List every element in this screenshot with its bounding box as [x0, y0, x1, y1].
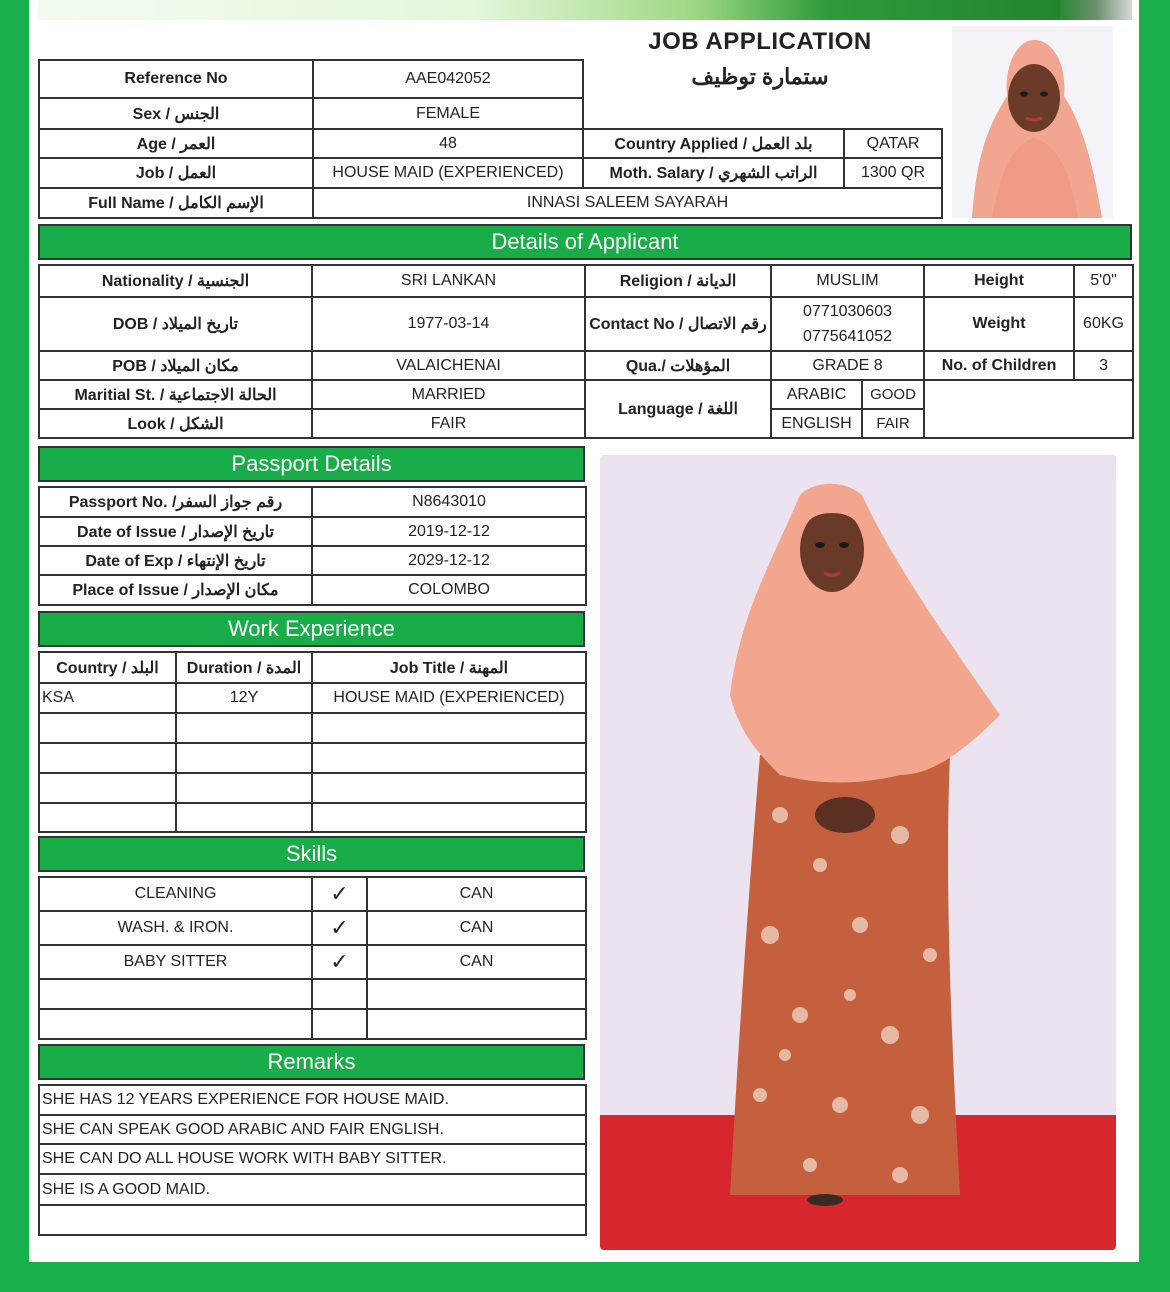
salary-value: 1300 QR	[844, 158, 942, 188]
issue-date-value: 2019-12-12	[312, 517, 586, 546]
language-2: ENGLISH	[771, 409, 862, 438]
ref-label: Reference No	[39, 60, 313, 98]
children-label: No. of Children	[924, 351, 1074, 380]
remark-line: SHE HAS 12 YEARS EXPERIENCE FOR HOUSE MAID.	[39, 1085, 586, 1115]
remark-line: SHE CAN SPEAK GOOD ARABIC AND FAIR ENGLISH.	[39, 1115, 586, 1144]
check-icon: ✓	[312, 945, 367, 979]
exp-job-title: HOUSE MAID (EXPERIENCED)	[312, 683, 586, 713]
nationality-value: SRI LANKAN	[312, 265, 585, 297]
look-label: Look / الشكل	[39, 409, 312, 438]
weight-label: Weight	[924, 297, 1074, 351]
table-row	[39, 979, 586, 1009]
children-value: 3	[1074, 351, 1133, 380]
religion-value: MUSLIM	[771, 265, 924, 297]
salary-label: Moth. Salary / الراتب الشهري	[583, 158, 844, 188]
contact-number-2: 0775641052	[803, 328, 892, 345]
contact-label: Contact No / رقم الاتصال	[585, 297, 771, 351]
table-row	[39, 743, 586, 773]
dob-value: 1977-03-14	[312, 297, 585, 351]
ref-value: AAE042052	[313, 60, 583, 98]
experience-table	[38, 651, 587, 833]
table-row	[39, 803, 586, 832]
height-label: Height	[924, 265, 1074, 297]
skill-status: CAN	[367, 911, 586, 945]
age-value: 48	[313, 129, 583, 158]
table-row	[39, 1009, 586, 1039]
look-value: FAIR	[312, 409, 585, 438]
qualification-label: Qua./ المؤهلات	[585, 351, 771, 380]
col-country: Country / البلد	[39, 652, 176, 683]
issue-place-label: Place of Issue / مكان الإصدار	[39, 575, 312, 605]
remarks-table	[38, 1084, 587, 1236]
form-title: JOB APPLICATION	[648, 28, 872, 55]
skills-heading: Skills	[38, 836, 585, 872]
weight-value: 60KG	[1074, 297, 1133, 351]
language-1: ARABIC	[771, 380, 862, 409]
col-duration: Duration / المدة	[176, 652, 312, 683]
expiry-date-value: 2029-12-12	[312, 546, 586, 575]
col-job-title: Job Title / المهنة	[312, 652, 586, 683]
passport-no-value: N8643010	[312, 487, 586, 517]
passport-table	[38, 486, 587, 606]
full-name-value: INNASI SALEEM SAYARAH	[313, 188, 942, 218]
skills-table	[38, 876, 587, 1040]
table-row	[39, 911, 586, 945]
banner-corner-graphic	[1060, 0, 1132, 20]
qualification-value: GRADE 8	[771, 351, 924, 380]
exp-duration: 12Y	[176, 683, 312, 713]
height-value: 5'0"	[1074, 265, 1133, 297]
applicant-portrait-photo	[952, 26, 1113, 218]
age-label: Age / العمر	[39, 129, 313, 158]
details-heading: Details of Applicant	[38, 224, 1132, 260]
applicant-full-photo	[600, 455, 1116, 1250]
contact-value	[771, 297, 924, 351]
religion-label: Religion / الديانة	[585, 265, 771, 297]
table-row	[39, 773, 586, 803]
remarks-heading: Remarks	[38, 1044, 585, 1080]
table-row	[39, 945, 586, 979]
pob-value: VALAICHENAI	[312, 351, 585, 380]
experience-heading: Work Experience	[38, 611, 585, 647]
skill-status: CAN	[367, 877, 586, 911]
language-1-level: GOOD	[862, 380, 924, 409]
table-row	[39, 683, 586, 713]
expiry-date-label: Date of Exp / تاريخ الإنتهاء	[39, 546, 312, 575]
marital-value: MARRIED	[312, 380, 585, 409]
sex-label: Sex / الجنس	[39, 98, 313, 129]
passport-heading: Passport Details	[38, 446, 585, 482]
form-title-arabic: ستمارة توظيف	[691, 64, 829, 89]
issue-date-label: Date of Issue / تاريخ الإصدار	[39, 517, 312, 546]
passport-no-label: Passport No. /رقم جواز السفر	[39, 487, 312, 517]
remark-line: SHE CAN DO ALL HOUSE WORK WITH BABY SITTER.	[39, 1144, 586, 1174]
table-row	[39, 713, 586, 743]
country-applied-label: Country Applied / بلد العمل	[583, 129, 844, 158]
details-table	[38, 264, 1134, 439]
pob-label: POB / مكان الميلاد	[39, 351, 312, 380]
skill-name: CLEANING	[39, 877, 312, 911]
table-row	[39, 877, 586, 911]
top-banner	[38, 0, 1132, 20]
remark-line: SHE IS A GOOD MAID.	[39, 1174, 586, 1205]
country-applied-value: QATAR	[844, 129, 942, 158]
summary-table	[38, 59, 943, 219]
skill-name: BABY SITTER	[39, 945, 312, 979]
issue-place-value: COLOMBO	[312, 575, 586, 605]
sex-value: FEMALE	[313, 98, 583, 129]
check-icon: ✓	[312, 877, 367, 911]
language-label: Language / اللغة	[585, 380, 771, 438]
dob-label: DOB / تاريخ الميلاد	[39, 297, 312, 351]
nationality-label: Nationality / الجنسية	[39, 265, 312, 297]
job-label: Job / العمل	[39, 158, 313, 188]
skill-status: CAN	[367, 945, 586, 979]
check-icon: ✓	[312, 911, 367, 945]
marital-label: Maritial St. / الحالة الاجتماعية	[39, 380, 312, 409]
full-name-label: Full Name / الإسم الكامل	[39, 188, 313, 218]
language-2-level: FAIR	[862, 409, 924, 438]
skill-name: WASH. & IRON.	[39, 911, 312, 945]
exp-country: KSA	[39, 683, 176, 713]
contact-number-1: 0771030603	[803, 303, 892, 320]
job-value: HOUSE MAID (EXPERIENCED)	[313, 158, 583, 188]
